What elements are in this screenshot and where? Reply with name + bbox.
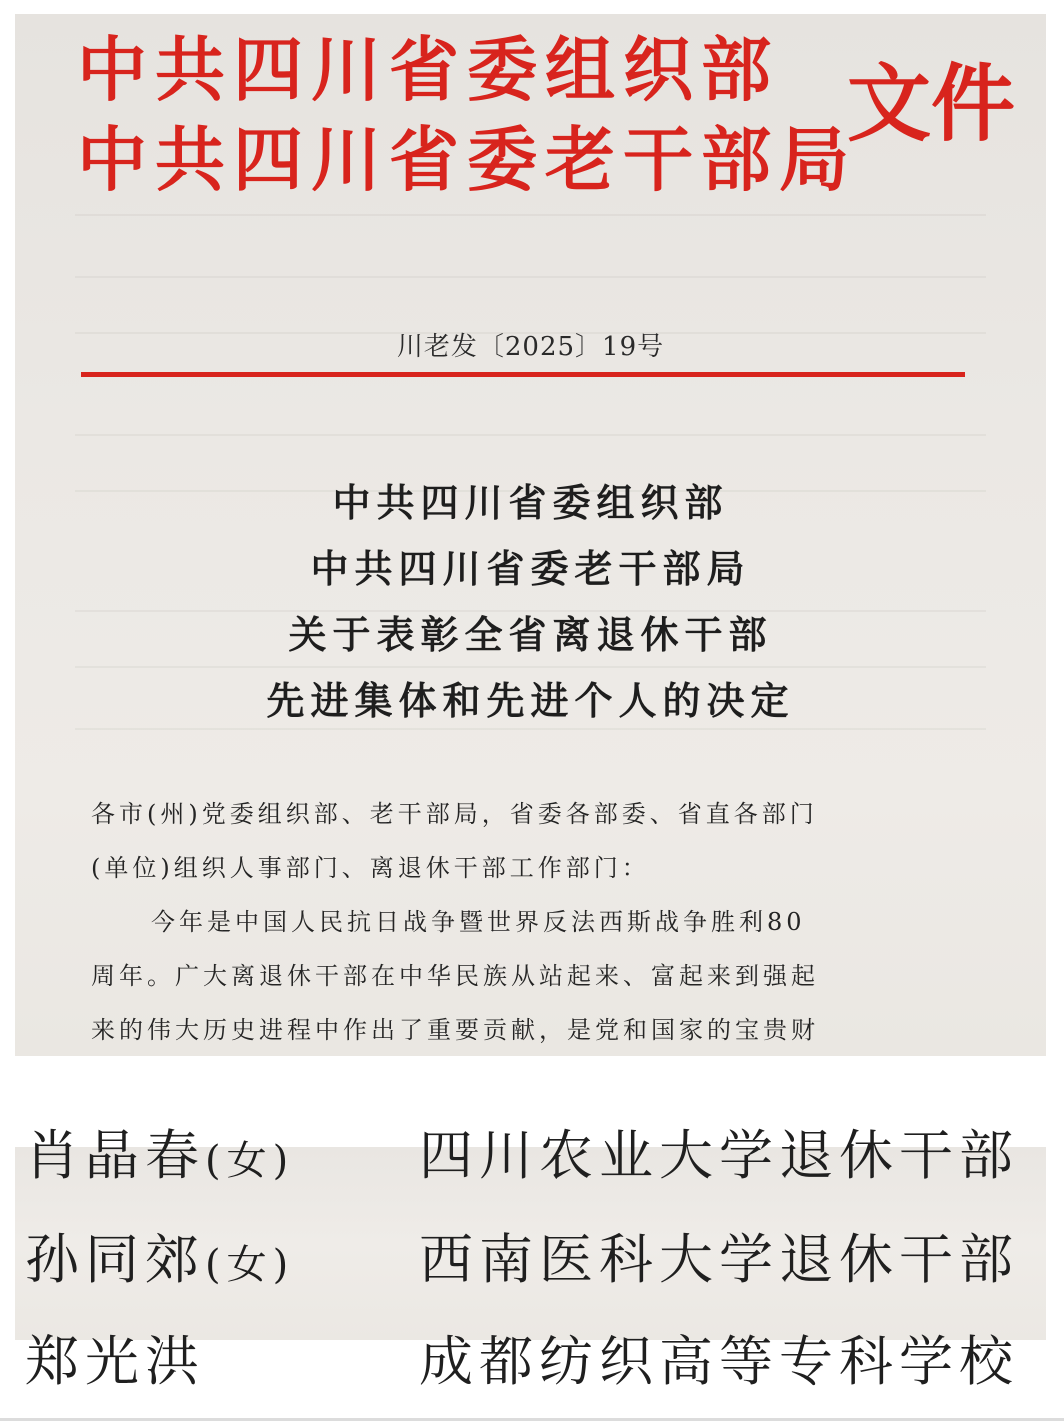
body-paragraph-line-1: 今年是中国人民抗日战争暨世界反法西斯战争胜利80 xyxy=(151,908,806,936)
red-divider xyxy=(81,372,965,377)
honoree-gender: (女) xyxy=(205,1242,295,1288)
document-title-line-3: 关于表彰全省离退休干部 xyxy=(288,613,773,657)
document-title-line-4: 先进集体和先进个人的决定 xyxy=(266,679,795,723)
list-item-name xyxy=(25,1113,294,1190)
honoree-name: 郑光洪 xyxy=(25,1330,205,1393)
list-item-name xyxy=(25,1319,205,1396)
addressee-line-2: (单位)组织人事部门、离退休干部工作部门： xyxy=(91,854,650,882)
name-list-photo xyxy=(15,1124,1046,1393)
document-header-photo xyxy=(15,14,1046,1056)
list-item-unit: 四川农业大学退休干部 xyxy=(419,1124,1019,1187)
honoree-name: 肖晶春 xyxy=(25,1124,205,1187)
issuer-name-2: 中共四川省委老干部局 xyxy=(77,119,857,201)
body-paragraph-line-3: 来的伟大历史进程中作出了重要贡献，是党和国家的宝贵财 xyxy=(91,1016,819,1044)
addressee-line-1: 各市(州)党委组织部、老干部局，省委各部委、省直各部门 xyxy=(91,800,818,828)
issuer-heading xyxy=(77,24,1016,201)
list-item-unit: 西南医科大学退休干部 xyxy=(419,1228,1019,1291)
list-item-name xyxy=(25,1217,294,1294)
list-item-unit: 成都纺织高等专科学校 xyxy=(419,1330,1019,1393)
document-title-line-1: 中共四川省委组织部 xyxy=(332,481,729,525)
honoree-gender: (女) xyxy=(205,1138,295,1184)
document-number: 川老发〔2025〕19号 xyxy=(396,332,665,362)
document-title-line-2: 中共四川省委老干部局 xyxy=(310,547,751,591)
body-paragraph-line-2: 周年。广大离退休干部在中华民族从站起来、富起来到强起 xyxy=(91,962,819,990)
honoree-name: 孙同郊 xyxy=(25,1228,205,1291)
issuer-suffix: 文件 xyxy=(847,55,1016,153)
issuer-name-1: 中共四川省委组织部 xyxy=(77,29,779,111)
